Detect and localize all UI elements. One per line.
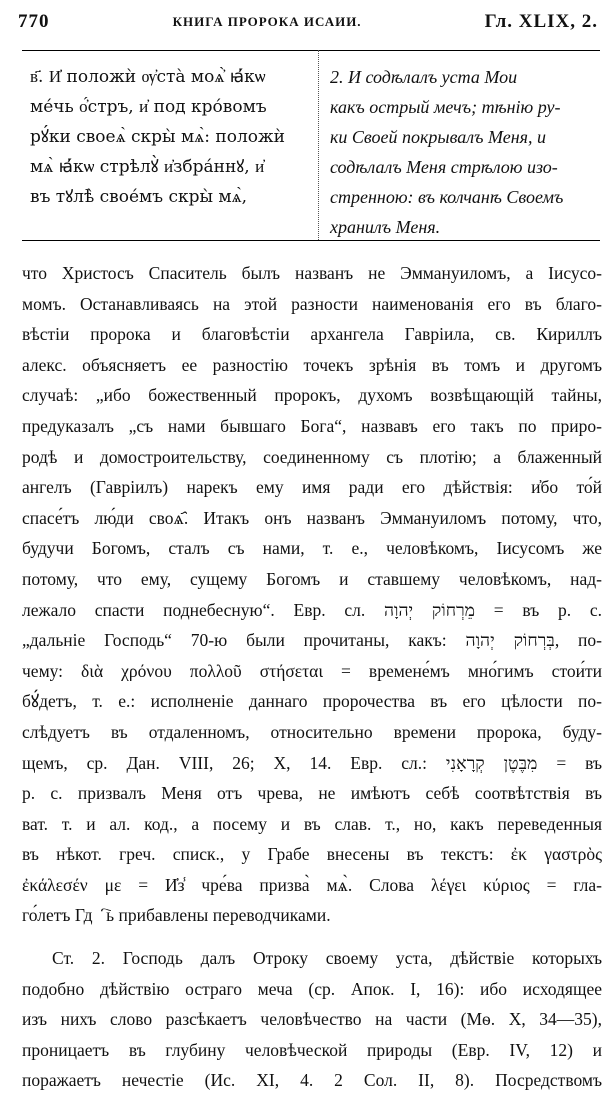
slavonic-line: мѧ̀ ꙗ҆́кѡ стрѣлꙋ̀ и҆збра́ннꙋ, и҆	[30, 157, 265, 177]
commentary-paragraph-2	[22, 943, 602, 1096]
commentary-paragraph-1	[22, 258, 602, 931]
russian-line: ки Своей покрывалъ Меня, и	[330, 127, 547, 147]
russian-line: 2. И содѣлалъ уста Мои	[330, 67, 518, 87]
russian-line: хранилъ Меня.	[330, 217, 441, 237]
commentary-line: щемъ, ср. Дан. VIII, 26; X, 14. Евр. сл.: מִבֶּטֶן קְרָאָנִי = въ	[22, 752, 602, 773]
slavonic-line: въ тꙋлѣ̀ свое́мъ скры̀ мѧ̀,	[30, 187, 248, 207]
commentary-line: спасе́тъ лю́ди своѧ҄. Итакъ онъ названъ Эммануиломъ потому, что,	[22, 507, 602, 528]
russian-line: содѣлалъ Меня стрѣлою изо-	[330, 157, 558, 177]
page-number: 770	[18, 11, 50, 32]
page-header	[18, 4, 598, 40]
commentary-line: вѣстіи пророка и благовѣстіи архангела Гавріила, св. Кириллъ	[22, 324, 602, 345]
slavonic-line: ме́чь о҆́стръ, и҆ под кро́вомъ	[30, 97, 267, 117]
commentary-line: случаѣ: „ибо божественный пророкъ, духомъ возвѣщающій тайны,	[22, 385, 602, 406]
commentary-line: что Христосъ Спаситель былъ названъ не Эммануиломъ, а Іисусо-	[22, 263, 602, 283]
commentary-line: предуказалъ „съ нами бывшаго Бога“, назвавъ его такъ по приро-	[22, 415, 602, 436]
running-title: КНИГА ПРОРОКА ИСАИИ.	[172, 14, 362, 29]
verse-column-divider	[318, 50, 319, 240]
commentary-line: слѣдуетъ въ отдаленномъ, относительно времени пророка, буду-	[22, 721, 602, 742]
commentary-line: го́летъ Гдⷭ҇ь прибавлены переводчиками.	[22, 905, 331, 926]
slavonic-line: рꙋ́ки своеѧ̀ скры̀ мѧ̀: положѝ	[30, 127, 285, 147]
commentary-line: р. с. призвалъ Меня отъ чрева, не имѣютъ себѣ соотвѣтствія въ	[22, 783, 602, 804]
commentary-line: Ст. 2. Господь далъ Отроку своему уста, дѣйствіе которыхъ	[52, 948, 602, 969]
commentary-line: ангелъ (Гавріилъ) нарекъ ему имя ради его дѣйствія: и҆бо то́й	[22, 477, 602, 498]
commentary-line: „дальніе Господь“ 70-ю были прочитаны, какъ: בְּרְחוֹק יְהוָה, по-	[22, 630, 602, 651]
verse-top-rule	[22, 50, 600, 51]
commentary-line: момъ. Останавливаясь на этой разности наименованія его въ благо-	[22, 293, 602, 314]
commentary-line: ἐκάλεσέν με = И҆з̾ чре́ва призва̀ мѧ̀. Слова λέγει κύριος = гла-	[22, 874, 602, 895]
commentary-line: поражаетъ нечестіе (Ис. XI, 4. 2 Сол. II, 8). Посредствомъ	[22, 1070, 602, 1091]
commentary-line: въ нѣкот. греч. списк., у Грабе внесены въ текстъ: ἐκ γαστρὸς	[22, 844, 602, 865]
commentary-line: изъ нихъ слово разсѣкаетъ человѣчество на части (Мѳ. X, 34—35),	[22, 1009, 602, 1030]
commentary-line: алекс. объясняетъ ее разностію точекъ зрѣнія въ томъ и другомъ	[22, 354, 602, 375]
chapter-reference: Гл. XLIX, 2.	[484, 11, 598, 32]
commentary-line: подобно дѣйствію остраго меча (ср. Апок. I, 16): ибо исходящее	[22, 978, 602, 999]
commentary-line: чему: διὰ χρόνου πολλοῦ στήσεται = времене́мъ мно́гимъ стои́ти	[22, 660, 602, 681]
slavonic-line: в҃. И҆ положѝ ѹ҆ста̀ моѧ҆̀ ꙗ҆́кѡ	[30, 67, 266, 87]
commentary-body	[22, 258, 602, 1096]
russian-line: какъ острый мечъ; тѣнію ру-	[330, 97, 561, 117]
commentary-line: потому, что ему, сущему Богомъ и ставшему человѣкомъ, над-	[22, 568, 602, 589]
commentary-line: родѣ и домостроительству, соединенному съ плотію; а блаженный	[22, 446, 602, 467]
commentary-line: проницаетъ въ глубину человѣческой природы (Евр. IV, 12) и	[22, 1039, 602, 1060]
verse-slavonic-text	[30, 62, 310, 212]
commentary-line: бꙋ́детъ, т. е.: исполненіе даннаго пророчества въ его цѣлости по-	[22, 691, 602, 712]
verse-russian-text	[330, 62, 600, 242]
commentary-line: лежало спасти поднебесную“. Евр. сл. מֵרְחוֹק יְהוָה = въ р. с.	[22, 599, 602, 620]
commentary-line: будучи Богомъ, сталъ съ нами, т. е., человѣкомъ, Іисусомъ же	[22, 538, 602, 559]
commentary-line: ват. т. и ал. код., а посему и въ слав. т., но, какъ переведенныя	[22, 813, 602, 834]
russian-line: стренною: въ колчанѣ Своемъ	[330, 187, 564, 207]
